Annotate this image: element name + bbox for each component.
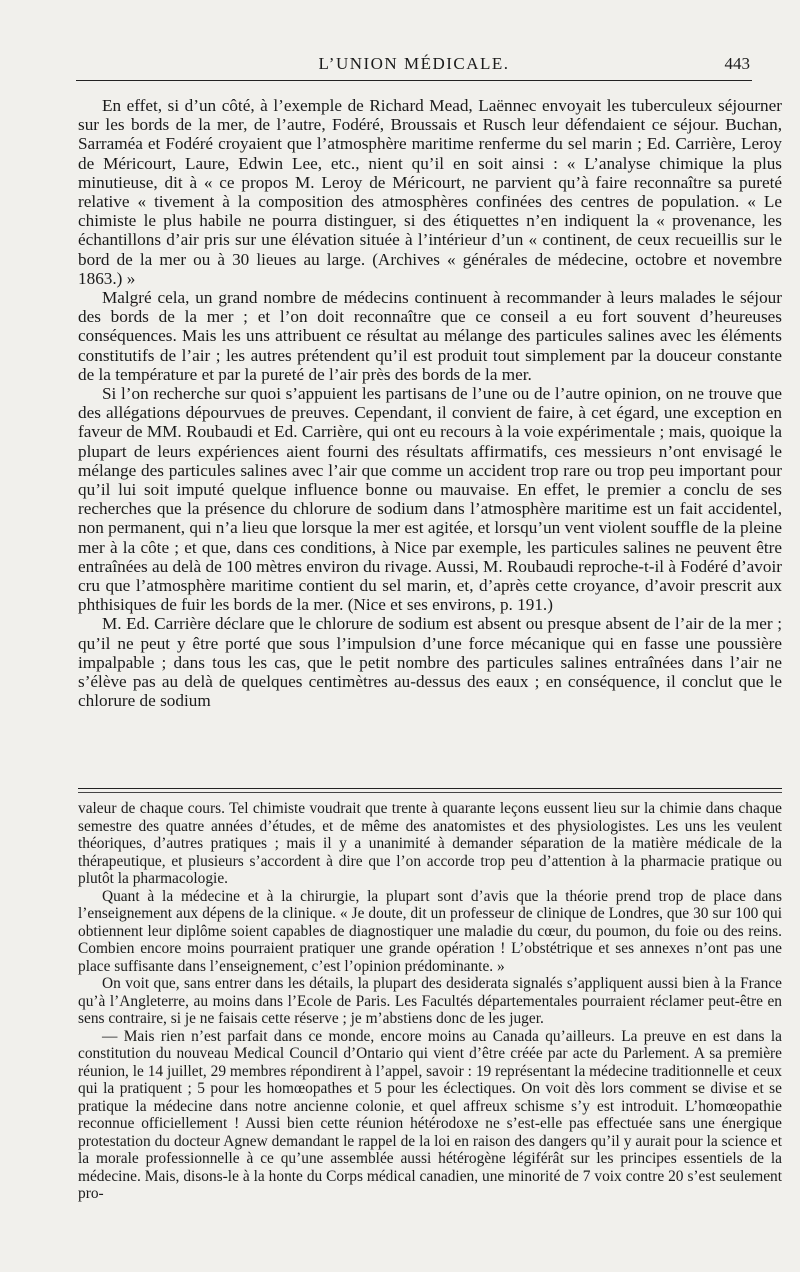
footnote-separator <box>78 788 782 793</box>
feuilleton-text <box>78 800 782 1203</box>
page-header <box>76 52 752 81</box>
main-paragraph: M. Ed. Carrière déclare que le chlorure de sodium est absent ou presque absent de l’air de la mer ; qu’il ne peut y être porté que sous l’impulsion d’une force mécanique qui en fasse une poussière impalpable ; dans tous les cas, que le petit nombre des particules salines entraînées dans l’air ne s’élève pas au delà de quelques centimètres au-dessus des eaux ; en conséquence, il conclut que le chlorure de sodium <box>78 614 782 711</box>
note-paragraph: — Mais rien n’est parfait dans ce monde, encore moins au Canada qu’ailleurs. La preuve en est dans la constitution du nouveau Medical Council d’Ontario qui vient d’être créée par acte du Parlement. A sa première réunion, le 14 juillet, 29 membres répondirent à l’appel, savoir : 19 représentant la médecine traditionnelle et ceux qui la pratiquent ; 5 pour les homœopathes et 5 pour les éclectiques. On voit dès lors comment se divise et se pratique la médecine dans notre ancienne colonie, et quel affreux schisme s’y est introduit. L’homœopathie reconnue officiellement ! Aussi bien cette réunion hétérodoxe ne s’est-elle pas effectuée sans une énergique protestation du docteur Agnew demandant le rappel de la loi en raison des dangers qu’il y aurait pour la science et la morale professionnelle à ce qu’une assemblée aussi hétérogène légiférât sur les principes essentiels de la médecine. Mais, disons-le à la honte du Corps médical canadien, une minorité de 7 voix contre 20 s’est seulement pro- <box>78 1027 782 1202</box>
note-paragraph: valeur de chaque cours. Tel chimiste voudrait que trente à quarante leçons eussent lieu sur la chimie dans chaque semestre des quatre années d’études, et de même des anatomistes et des physiologistes. Les uns les veulent théoriques, d’autres pratiques ; mais il y a unanimité à demander séparation de la matière médicale de la thérapeutique, et plusieurs s’accordent à dire que l’on accorde trop peu d’attention à la pharmacie pratique ou plutôt la pharmacologie. <box>78 800 782 887</box>
main-paragraph: Si l’on recherche sur quoi s’appuient les partisans de l’une ou de l’autre opinion, on ne trouve que des allégations dépourvues de preuves. Cependant, il convient de faire, à cet égard, une exception en faveur de MM. Roubaudi et Ed. Carrière, qui ont eu recours à la voie expérimentale ; mais, quoique la plupart de leurs expériences aient fourni des résultats affirmatifs, ces messieurs n’ont envisagé le mélange des particules salines avec l’air que comme un accident trop rare ou trop peu important pour qu’il lui soit imputé quelque influence bonne ou mauvaise. En effet, le premier a conclu de ses recherches que la présence du chlorure de sodium dans l’atmosphère maritime est un fait accidentel, non permanent, qui n’a lieu que lorsque la mer est agitée, et lorsqu’un vent violent souffle de la pleine mer à la côte ; et que, dans ces conditions, à Nice par exemple, les particules salines ne peuvent être entraînées au delà de 100 mètres environ du rivage. Aussi, M. Roubaudi reproche-t-il à Fodéré d’avoir cru que l’atmosphère maritime contient du sel marin, et, d’après cette croyance, d’avoir prescrit aux phthisiques de fuir les bords de la mer. (Nice et ses environs, p. 191.) <box>78 384 782 615</box>
note-paragraph: On voit que, sans entrer dans les détails, la plupart des desiderata signalés s’appliquent aussi bien à la France qu’à l’Angleterre, au moins dans l’Ecole de Paris. Les Facultés départementales pourraient réclamer peut-être en sens contraire, si je ne faisais cette réserve ; je m’abstiens donc de les juger. <box>78 975 782 1027</box>
main-paragraph: Malgré cela, un grand nombre de médecins continuent à recommander à leurs malades le séjour des bords de la mer ; et l’on doit reconnaître que ce conseil a eu fort souvent d’heureuses conséquences. Mais les uns attribuent ce résultat au mélange des particules salines avec les éléments constitutifs de l’air ; les autres prétendent qu’il est produit tout simplement par la douceur constante de la température et par la pureté de l’air près des bords de la mer. <box>78 288 782 384</box>
page-number: 443 <box>724 54 750 73</box>
main-paragraph: En effet, si d’un côté, à l’exemple de Richard Mead, Laënnec envoyait les tuberculeux séjourner sur les bords de la mer, de l’autre, Fodéré, Broussais et Rusch leur défendaient ce séjour. Buchan, Sarraméa et Fodéré croyaient que l’atmosphère maritime renferme du sel marin ; Ed. Carrière, Leroy de Méricourt, Laure, Edwin Lee, etc., nient qu’il en soit ainsi : « L’analyse chimique la plus minutieuse, dit à « ce propos M. Leroy de Méricourt, ne parvient qu’à faire reconnaître sa pureté relative « tivement à la composition des atmosphères confinées des centres de population. « Le chimiste le plus habile ne pourra distinguer, si des étiquettes n’en indiquent la « provenance, les échantillons d’air pris sur une élévation située à l’intérieur d’un « continent, de ceux recueillis sur le bord de la mer ou à 30 lieues au large. (Archives « générales de médecine, octobre et novembre 1863.) » <box>78 96 782 288</box>
note-paragraph: Quant à la médecine et à la chirurgie, la plupart sont d’avis que la théorie prend trop de place dans l’enseignement aux dépens de la clinique. « Je doute, dit un professeur de clinique de Londres, que 30 sur 100 qui obtiennent leur diplôme soient capables de diagnostiquer une maladie du cœur, du poumon, du foie ou des reins. Combien encore moins pourraient pratiquer une grande opération ! L’obstétrique et ses annexes n’ont pas une place suffisante dans l’enseignement, c’est l’opinion prédominante. » <box>78 887 782 975</box>
main-text <box>78 96 782 711</box>
running-title: L’UNION MÉDICALE. <box>318 54 510 73</box>
